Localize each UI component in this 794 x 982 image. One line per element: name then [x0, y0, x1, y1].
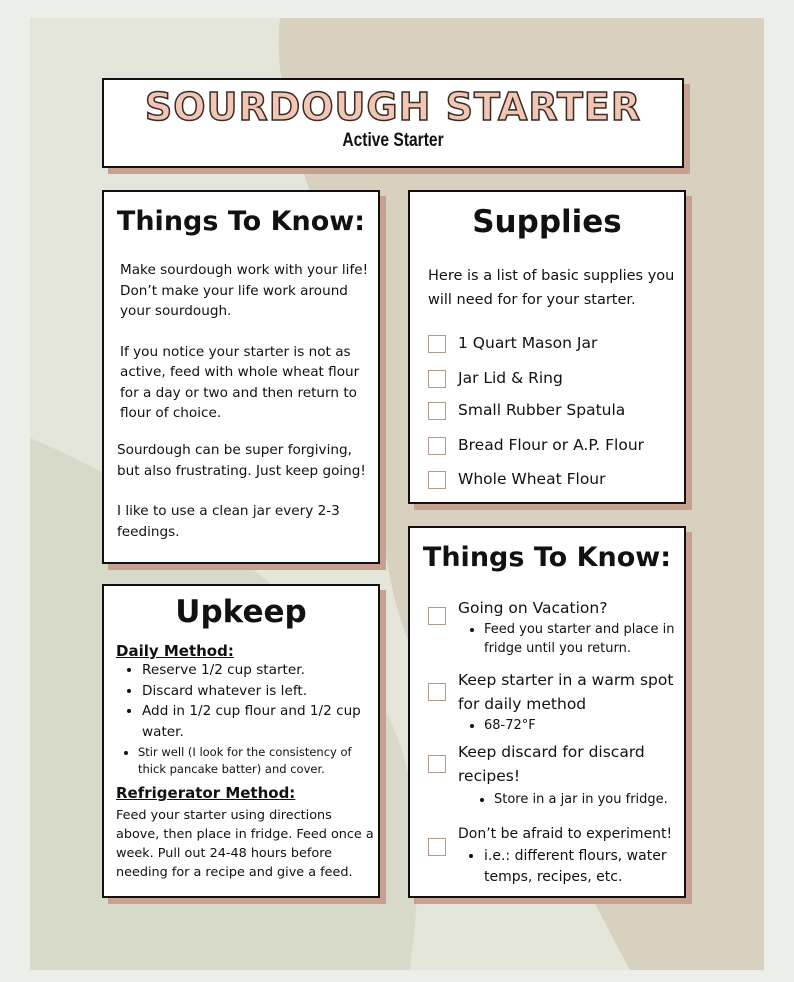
supply-label: Small Rubber Spatula — [458, 401, 626, 419]
supply-item — [428, 436, 644, 455]
tip-paragraph: Make sourdough work with your life! Don’t make your life work around your sourdough. — [120, 262, 369, 319]
tip-detail: • i.e.: different flours, water temps, recipes, etc. — [484, 846, 688, 888]
tip-detail: • 68-72°F — [484, 716, 688, 735]
supplies-intro: Here is a list of basic supplies you will need for for your starter. — [428, 268, 675, 308]
tip-paragraph: I like to use a clean jar every 2-3 feedings. — [117, 503, 340, 540]
tip-detail: • Store in a jar in you fridge. — [494, 790, 688, 809]
supply-item — [428, 470, 606, 489]
checkbox[interactable] — [428, 335, 446, 353]
supply-label: Jar Lid & Ring — [458, 369, 563, 387]
page-title: SOURDOUGH STARTER — [144, 85, 642, 129]
checkbox[interactable] — [428, 471, 446, 489]
list-item: • Add in 1/2 cup flour and 1/2 cup water. — [142, 701, 374, 742]
page — [30, 18, 764, 970]
refrigerator-method-heading: Refrigerator Method: — [116, 784, 296, 802]
tip-title: Keep discard for discard recipes! — [458, 743, 645, 785]
checkbox[interactable] — [428, 683, 446, 701]
upkeep-card — [102, 584, 380, 898]
list-item: • Discard whatever is left. — [142, 681, 374, 702]
tip-paragraph: Sourdough can be super forgiving, but also frustrating. Just keep going! — [117, 442, 366, 479]
list-item: • Reserve 1/2 cup starter. — [142, 660, 374, 681]
things-to-know-heading: Things To Know: — [116, 206, 366, 237]
refrigerator-method-text: Feed your starter using directions above, then place in fridge. Feed once a week. Pull out 24-48 hours before needing for a recipe and give a feed. — [116, 808, 374, 880]
things-to-know-card-2 — [408, 526, 686, 898]
tip-title: Going on Vacation? — [458, 599, 608, 617]
supply-label: Whole Wheat Flour — [458, 470, 606, 488]
tip-paragraph: If you notice your starter is not as active, feed with whole wheat flour for a day or two and then return to flour of choice. — [120, 343, 360, 421]
tip-item — [428, 740, 688, 809]
checkbox[interactable] — [428, 755, 446, 773]
checkbox[interactable] — [428, 437, 446, 455]
tip-item — [428, 668, 688, 735]
supplies-heading: Supplies — [472, 204, 622, 240]
supplies-card — [408, 190, 686, 504]
tip-title: Keep starter in a warm spot for daily method — [458, 671, 674, 713]
list-item: • Stir well (I look for the consistency of thick pancake batter) and cover. — [138, 744, 374, 778]
supply-item — [428, 334, 597, 353]
title-card — [102, 78, 684, 168]
daily-method-heading: Daily Method: — [116, 642, 234, 660]
tip-item — [428, 822, 688, 888]
upkeep-heading: Upkeep — [175, 594, 307, 630]
tip-item — [428, 596, 688, 658]
supply-item — [428, 401, 625, 420]
checkbox[interactable] — [428, 402, 446, 420]
tip-title: Don’t be afraid to experiment! — [458, 826, 673, 842]
tip-detail: • Feed you starter and place in fridge until you return. — [484, 620, 688, 658]
things-to-know-card — [102, 190, 380, 564]
supply-item — [428, 369, 563, 388]
things-to-know-heading-2: Things To Know: — [422, 542, 672, 573]
page-subtitle: Active Starter — [342, 130, 444, 151]
supply-label: Bread Flour or A.P. Flour — [458, 436, 645, 454]
checkbox[interactable] — [428, 838, 446, 856]
checkbox[interactable] — [428, 607, 446, 625]
checkbox[interactable] — [428, 370, 446, 388]
supply-label: 1 Quart Mason Jar — [458, 334, 598, 352]
